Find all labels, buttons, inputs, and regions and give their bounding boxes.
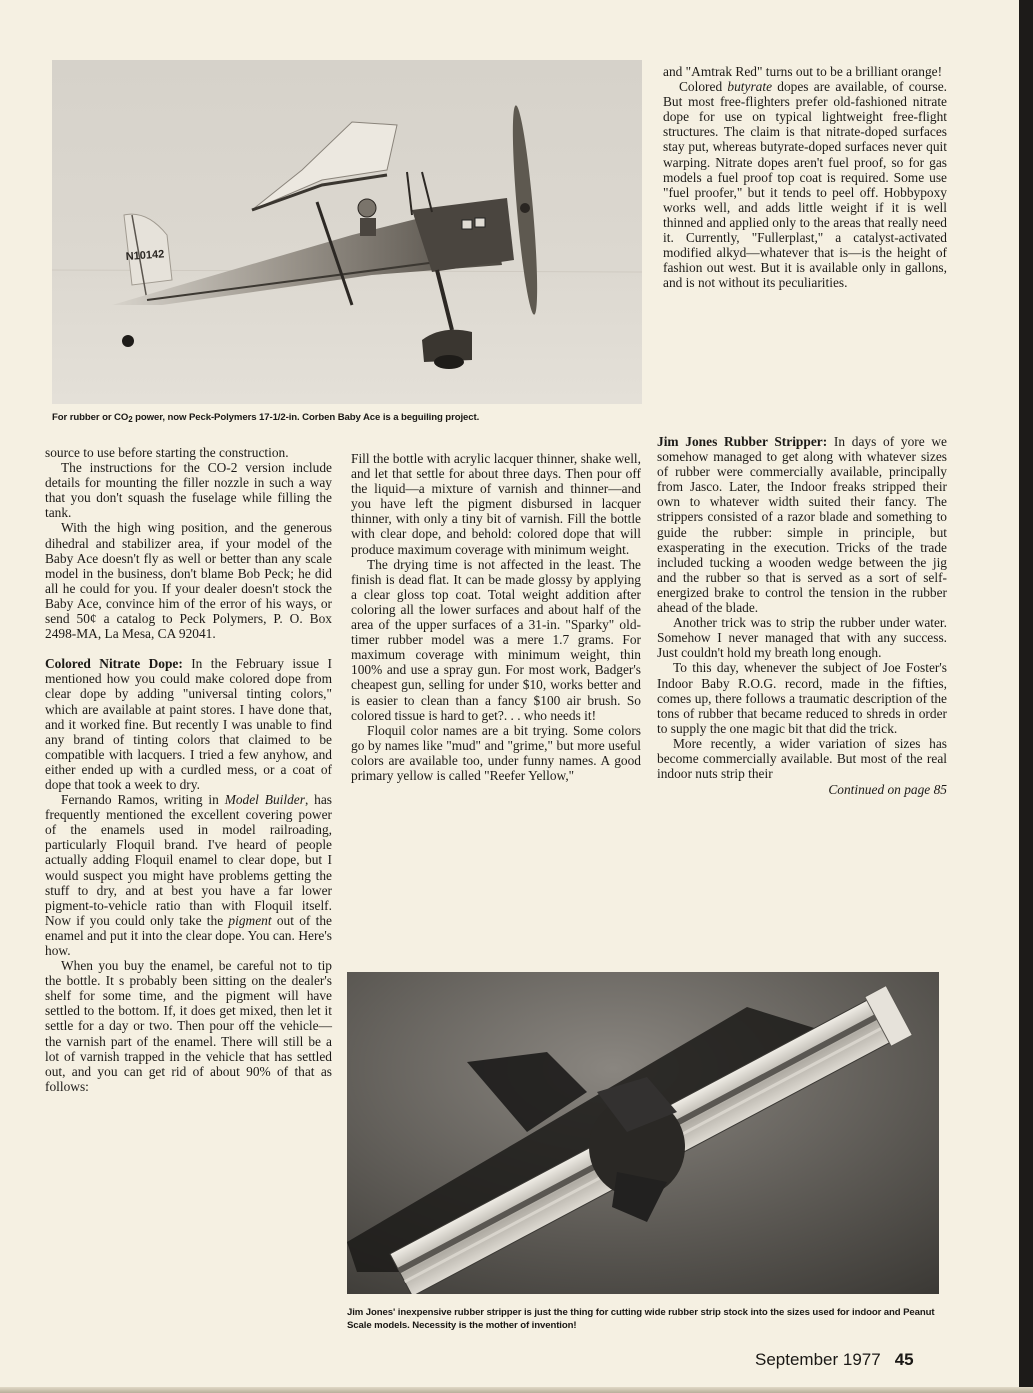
column-3-top (663, 64, 947, 290)
page-edge-shadow (1019, 0, 1033, 1393)
column-1 (45, 445, 332, 1094)
paragraph-rubber-stripper: Jim Jones Rubber Stripper: In days of yore we somehow managed to get along with whatever sizes of rubber were commercially available, principally from Jasco. Later, the Indoor freaks stripped their own to whatever width suited their fancy. The strippers consisted of a razor blade and something to guide the rubber: simple in principle, but exasperating in the execution. Tricks of the trade included tucking a wooden wedge between the jig and the rubber so that is served as a sort of self-energized brake to control the tension in the rubber ahead of the blade. (657, 434, 947, 616)
baby-ace-caption: For rubber or $CO_2$ power, now Peck-Polymers 17-1/2-in. Corben Baby Ace is a beguiling project. (52, 412, 480, 424)
rubber-stripper-photo (347, 972, 939, 1294)
paragraph: The drying time is not affected in the least. The finish is dead flat. It can be made glossy by applying a clear gloss top coat. Total weight addition after coloring all the lower surfaces and about half of the area of the upper surfaces of a 31-in. "Sparky" old-timer rubber model was a mere 1.7 grams. For maximum coverage with minimum weight, thin 100% and use a spray gun. For most work, Badger's cheapest gun, selling for under $10, works better and is easier to clean than a fancy $100 air brush. So colored tissue is hard to get?. . . who needs it! (351, 556, 641, 723)
paragraph: When you buy the enamel, be careful not to tip the bottle. It s probably been sitting on the dealer's shelf for some time, and the pigment will have settled to the bottom. If, it does get mixed, then let it settle for a day or two. Then pour off the vehicle—the varnish part of the enamel. There will still be a lot of varnish trapped in the vehicle that has settled out, and you can get rid of about 90% of that as follows: (45, 958, 332, 1094)
paragraph: More recently, a wider variation of sizes has become commercially available. But most of the real indoor nuts strip their (657, 735, 947, 782)
issue-date: September 1977 (755, 1350, 881, 1369)
paragraph: Colored butyrate dopes are available, of course. But most free-flighters prefer old-fashioned nitrate dope for use on typical lightweight free-flight structures. The claim is that nitrate-doped surfaces stay put, whereas butyrate-doped surfaces never quit warping. Nitrate dopes aren't fuel proof, so for gas models a fuel proof top coat is required. Some use "fuel proofer," but it tends to peel off. Hobbypoxy works well, and adds little weight if it is well thinned and applied only to the areas that really need it. Currently, "Fullerplast," a catalyst-activated modified alkyd—whatever that is—is the height of fashion out west. But it is available only in gallons, and is not without its peculiarities. (663, 79, 947, 291)
section-heading: Jim Jones Rubber Stripper: (657, 434, 828, 449)
paragraph: The instructions for the CO-2 version include details for mounting the filler nozzle in such a way that you don't squash the fuselage while filling the tank. (45, 460, 332, 521)
paragraph: source to use before starting the construction. (45, 445, 289, 460)
page-footer (755, 1350, 914, 1370)
paragraph-colored-nitrate-dope: Colored Nitrate Dope: In the February issue I mentioned how you could make colored dope from clear dope by adding "universal tinting colors," which are available at paint stores. I have done that, and it worked fine. But recently I was unable to find any brand of tinting colors that claimed to be compatible with lacquers. I tried a few anyhow, and either ended up with a curdled mess, or a coat of dope that took a week to dry. (45, 656, 332, 792)
continued-link[interactable]: Continued on page 85 (828, 782, 947, 798)
baby-ace-photo (52, 60, 642, 404)
rubber-stripper-image (347, 972, 939, 1294)
paragraph: With the high wing position, and the generous dihedral and stabilizer area, if your model of the Baby Ace doesn't fly as well or better than any scale model in the business, don't blame Bob Peck; he did all he could for you. If your dealer doesn't stock the Baby Ace, convince him of the error of his ways, or send 50¢ a catalog to Peck Polymers, P. O. Box 2498-MA, La Mesa, CA 92041. (45, 520, 332, 642)
paragraph: Fill the bottle with acrylic lacquer thinner, shake well, and let that settle for about three days. Then pour off the liquid—a mixture of varnish and thinner—and you have left the pigment disbursed in lacquer thinner, with only a tiny bit of varnish. Fill the bottle with clear dope, and behold: colored dope that will produce maximum coverage with minimum weight. (351, 451, 641, 557)
column-3 (657, 434, 947, 797)
section-heading: Colored Nitrate Dope: (45, 656, 183, 672)
column-2 (351, 451, 641, 783)
rubber-stripper-caption: Jim Jones' inexpensive rubber stripper is just the thing for cutting wide rubber strip stock into the sizes used for indoor and Peanut Scale models. Necessity is the mother of invention! (347, 1307, 935, 1331)
svg-text:N10142: N10142 (125, 248, 165, 263)
page-number: 45 (894, 1350, 914, 1369)
airplane-image (52, 60, 642, 404)
paragraph: Fernando Ramos, writing in Model Builder, has frequently mentioned the excellent covering power of the enamels used in model railroading, particularly Floquil brand. I've heard of people actually adding Floquil enamel to clear dope, but I would suspect you might have problems getting the stuff to dry, and at best you have a far lower pigment-to-vehicle ratio than with Floquil itself. Now if you could only take the pigment out of the enamel and put it into the clear dope. You can. Here's how. (45, 792, 333, 958)
paragraph: To this day, whenever the subject of Joe Foster's Indoor Baby R.O.G. record, made in the fifties, comes up, there follows a traumatic description of the tons of rubber that became reduced to shreds in order to supply the one magic bit that did the trick. (657, 660, 947, 736)
paragraph: and "Amtrak Red" turns out to be a brilliant orange! (663, 64, 943, 79)
paragraph: Floquil color names are a bit trying. Some colors go by names like "mud" and "grime," but more useful colors are available too, under funny names. A good primary yellow is called "Reefer Yellow," (351, 722, 641, 783)
page-bottom-edge (0, 1387, 1033, 1393)
paragraph: Another trick was to strip the rubber under water. Somehow I never managed that with any success. Just couldn't hold my breath long enough. (657, 615, 947, 661)
